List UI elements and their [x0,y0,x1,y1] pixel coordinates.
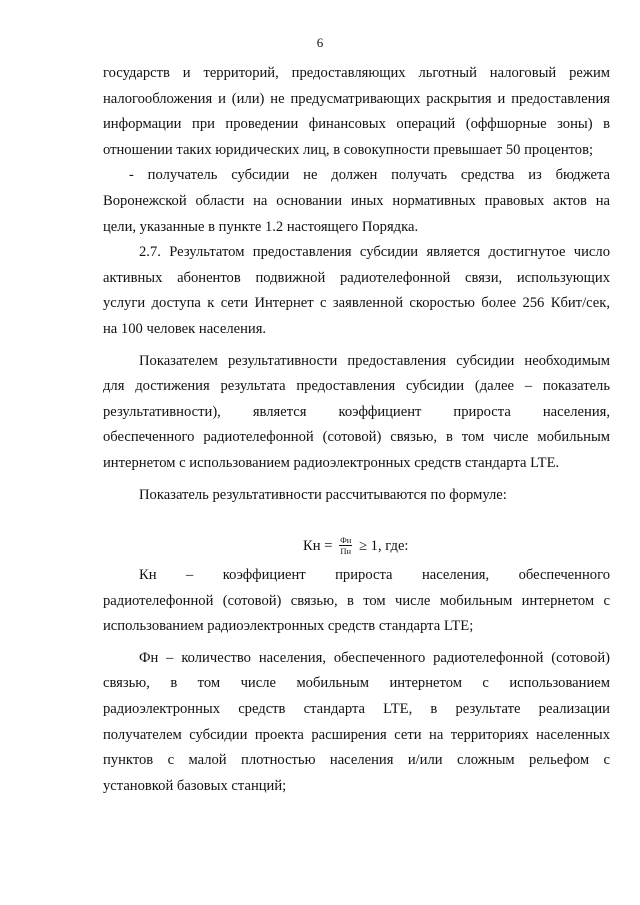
page-number: 6 [316,35,324,50]
paragraph-formula-intro [103,483,610,509]
text-line: результативности), является коэффициент прироста населения, [103,403,610,420]
text-line: активных абонентов подвижной радиотелефонной связи, использующих [103,269,610,286]
formula-rhs: ≥ 1, где: [359,537,409,554]
text-line: получателем субсидии проекта расширения сети на территориях населенных [103,726,610,743]
text-line: связью, в том числе мобильным интернетом с использованием [103,675,610,692]
formula-fraction [339,535,352,556]
document-body [103,61,610,799]
text-line: для достижения результата предоставления субсидии (далее – показатель [103,378,610,395]
paragraph-fn-definition [103,646,610,800]
text-line: на 100 человек населения. [103,320,267,337]
text-line: государств и территорий, предоставляющих льготный налоговый режим [103,65,610,81]
text-line: налогообложения и (или) не предусматривающих раскрытия и предоставления [103,90,610,107]
formula-lhs: Кн = [303,537,333,554]
formula-denominator: Пн [340,546,352,557]
formula [103,527,610,563]
text-line: - получатель субсидии не должен получать средства из бюджета [129,167,610,184]
text-line: радиоэлектронных средств стандарта LTE, в результате реализации [103,701,610,718]
text-line: Показатель результативности рассчитываются по формуле: [139,486,507,503]
text-line: использованием радиоэлектронных средств стандарта LTE; [103,618,474,635]
text-line: интернетом с использованием радиоэлектронных средств стандарта LTE. [103,454,560,471]
text-line: установкой базовых станций; [103,777,287,794]
paragraph-kn-definition [103,563,610,640]
text-line: радиотелефонной (сотовой) связью, в том числе мобильным интернетом с [103,592,610,609]
text-line: пунктов с малой плотностью населения и/или сложным рельефом с [103,752,610,769]
text-line: Воронежской области на основании иных нормативных правовых актов на [103,192,610,209]
text-line: услуги доступа к сети Интернет с заявленной скоростью более 256 Кбит/сек, [103,295,610,312]
text-line: информации при проведении финансовых операций (оффшорные зоны) в [103,116,610,133]
text-line: Фн – количество населения, обеспеченного радиотелефонной (сотовой) [139,649,610,666]
paragraph-offshore [103,61,610,163]
paragraph-budget-condition [103,163,610,240]
text-line: отношении таких юридических лиц, в совокупности превышает 50 процентов; [103,141,594,158]
text-line: обеспеченного радиотелефонной (сотовой) связью, в том числе мобильным [103,429,610,446]
text-line: 2.7. Результатом предоставления субсидии является достигнутое число [139,244,610,261]
paragraph-gap [103,508,610,527]
text-line: Кн – коэффициент прироста населения, обеспеченного [139,567,610,584]
paragraph-2-7-result [103,240,610,342]
paragraph-indicator [103,349,610,477]
text-line: цели, указанные в пункте 1.2 настоящего Порядка. [103,218,419,235]
formula-numerator: Фн [340,535,352,546]
text-line: Показателем результативности предоставления субсидии необходимым [139,352,610,369]
